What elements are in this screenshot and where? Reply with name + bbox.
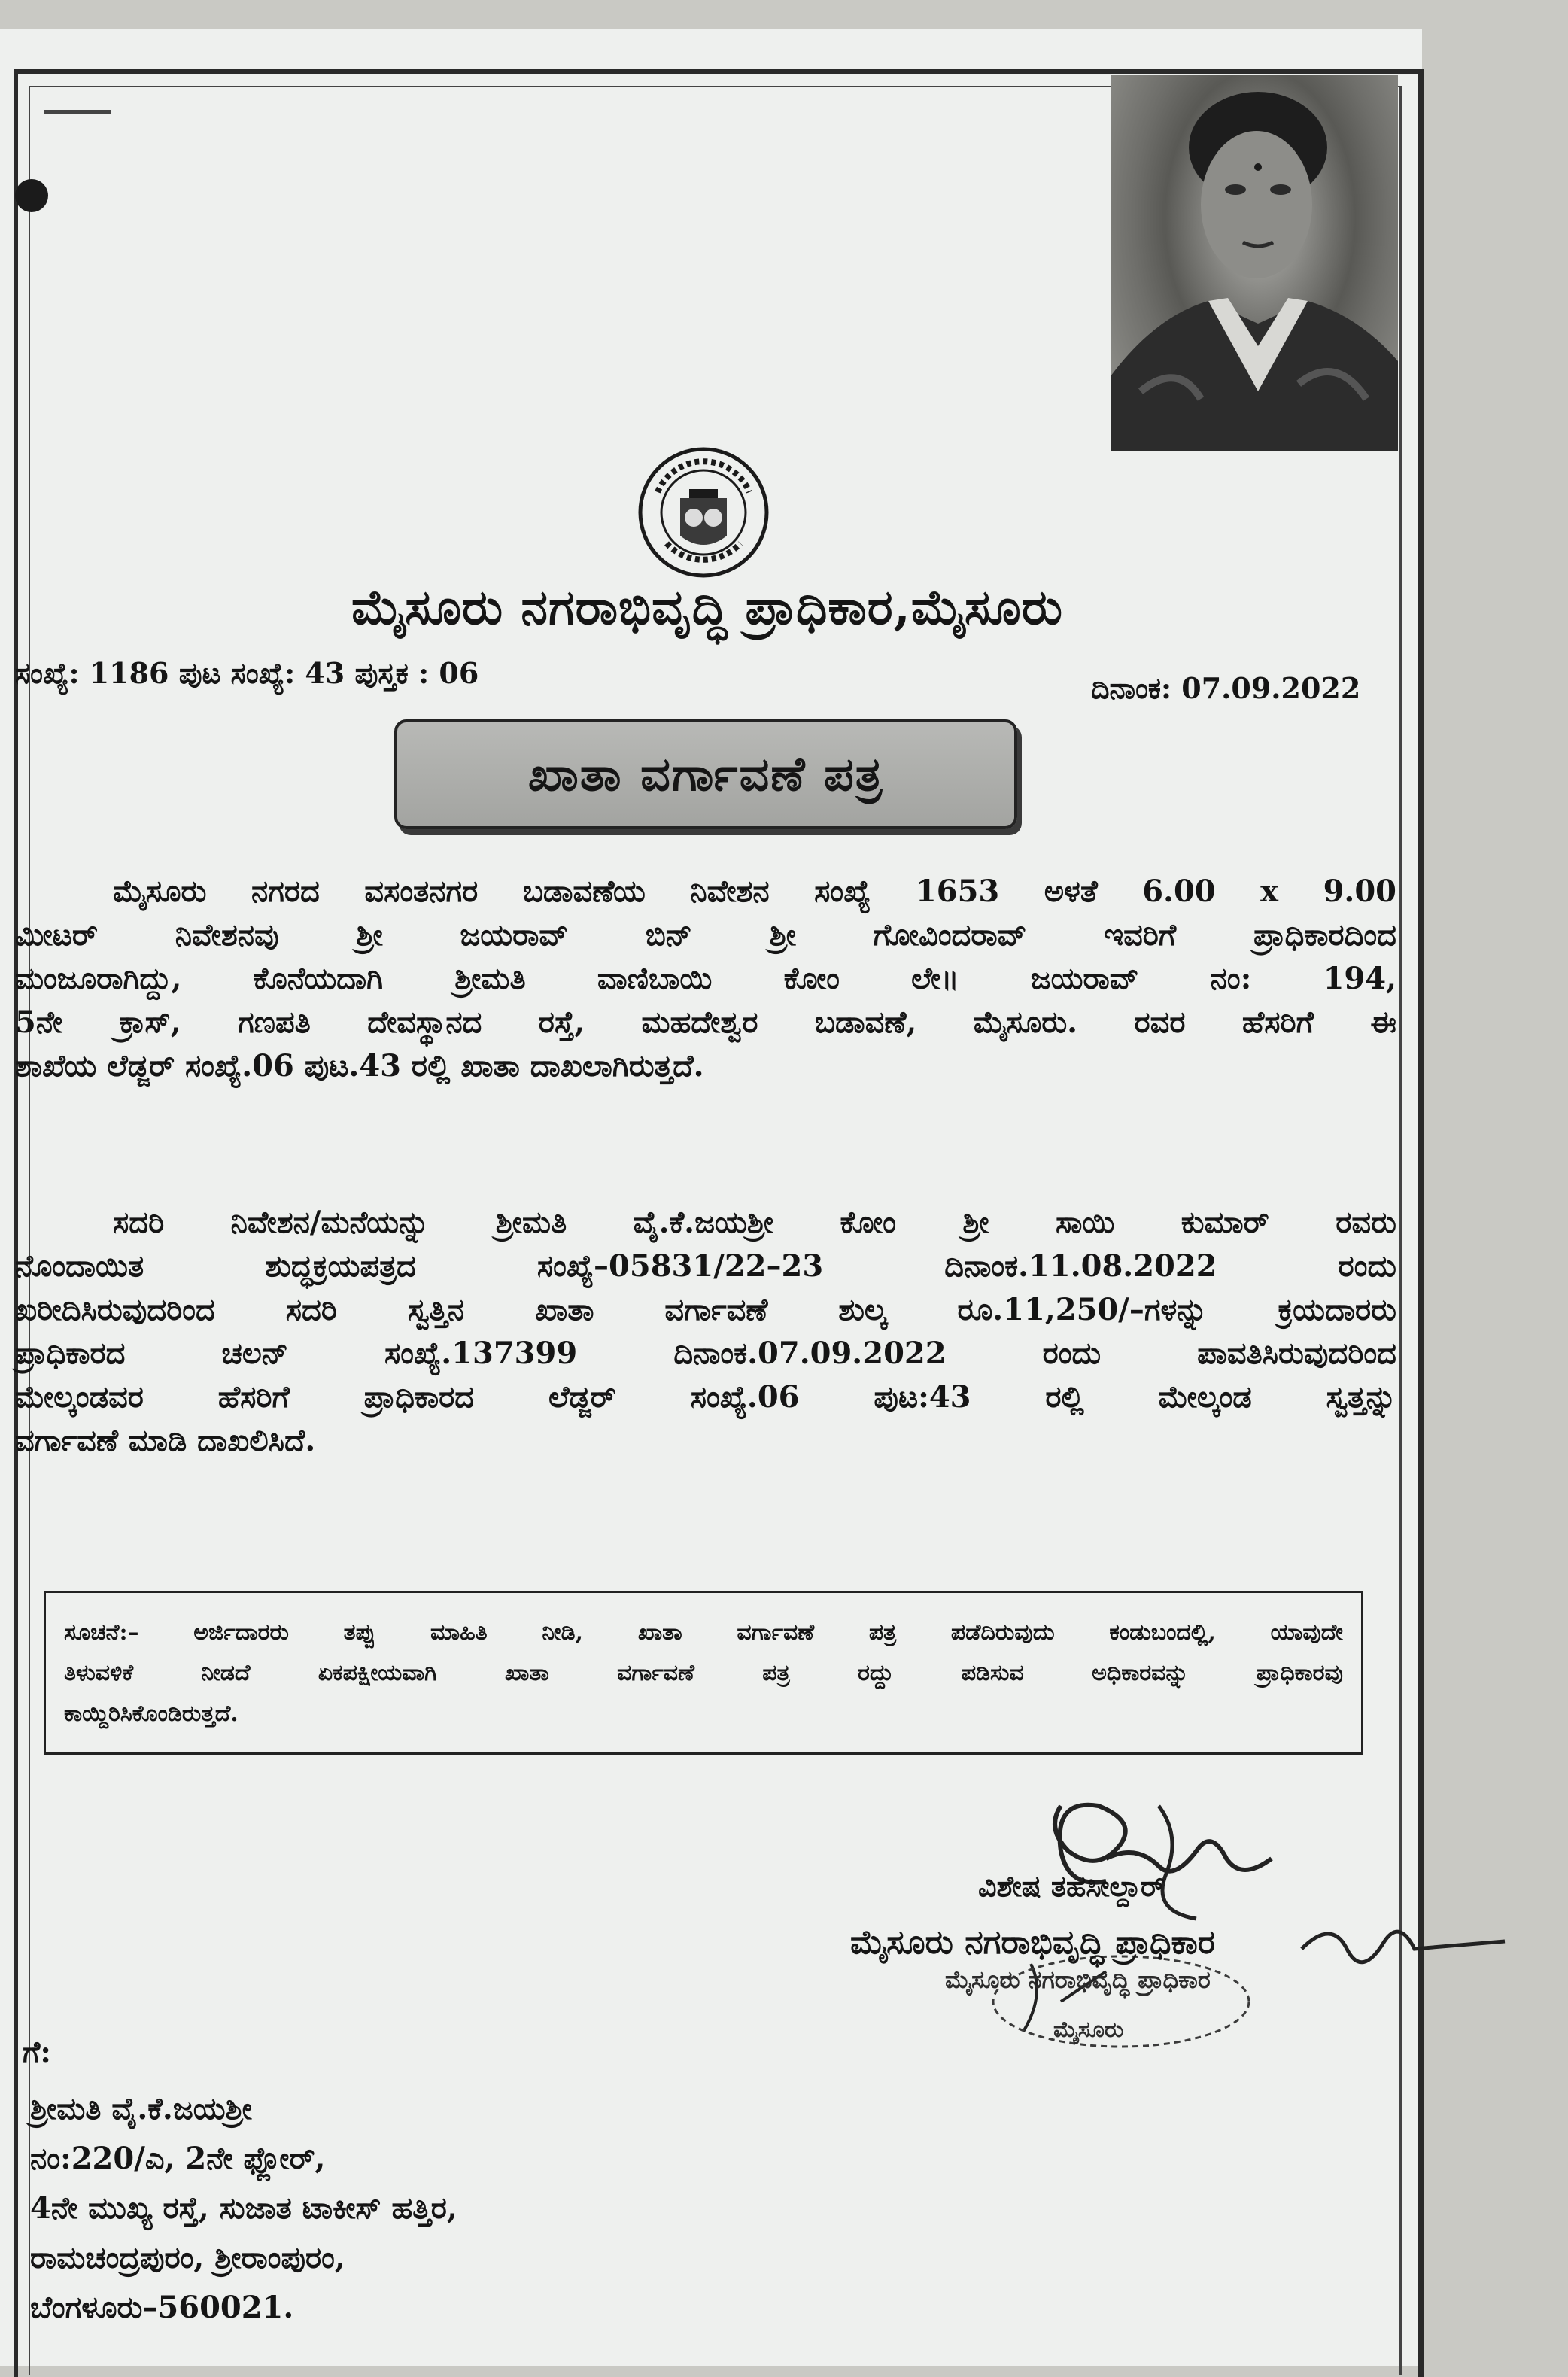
- office-stamp-city: ಮೈಸೂರು: [1053, 2017, 1124, 2043]
- paragraph-allotment-history: [15, 870, 1396, 1088]
- pen-mark: [44, 110, 111, 114]
- reference-number: ಸಂಖ್ಯೆ: 1186 ಪುಟ ಸಂಖ್ಯೆ: 43 ಪುಸ್ತಕ : 06: [15, 656, 479, 690]
- address-line: ನಂ:220/ಎ, 2ನೇ ಫ್ಲೋರ್,: [30, 2141, 326, 2176]
- paragraph-transfer-details: [15, 1201, 1396, 1463]
- paragraph-line: ನೊಂದಾಯಿತ ಶುದ್ಧಕ್ರಯಪತ್ರದ ಸಂಖ್ಯೆ–05831/22–23 ದಿನಾಂಕ.11.08.2022 ರಂದು: [15, 1248, 1396, 1284]
- paragraph-line: ಪ್ರಾಧಿಕಾರದ ಚಲನ್ ಸಂಖ್ಯೆ.137399 ದಿನಾಂಕ.07.09.2022 ರಂದು ಪಾವತಿಸಿರುವುದರಿಂದ: [15, 1336, 1396, 1371]
- paragraph-line: ವರ್ಗಾವಣೆ ಮಾಡಿ ದಾಖಲಿಸಿದೆ.: [15, 1423, 316, 1458]
- document-heading: ಖಾತಾ ವರ್ಗಾವಣೆ ಪತ್ರ: [527, 746, 884, 801]
- notice-line: ಕಾಯ್ದಿರಿಸಿಕೊಂಡಿರುತ್ತದೆ.: [64, 1701, 239, 1727]
- office-stamp-text: ಮೈಸೂರು ನಗರಾಭಿವೃದ್ಧಿ ಪ್ರಾಧಿಕಾರ: [945, 1965, 1211, 1994]
- paragraph-line: ಸದರಿ ನಿವೇಶನ/ಮನೆಯನ್ನು ಶ್ರೀಮತಿ ವೈ.ಕೆ.ಜಯಶ್ರೀ ಕೋಂ ಶ್ರೀ ಸಾಯಿ ಕುಮಾರ್ ರವರು: [113, 1205, 1396, 1240]
- paragraph-line: ಶಾಖೆಯ ಲೆಡ್ಜರ್ ಸಂಖ್ಯೆ.06 ಪುಟ.43 ರಲ್ಲಿ ಖಾತಾ ದಾಖಲಾಗಿರುತ್ತದೆ.: [15, 1048, 704, 1084]
- address-line: ಶ್ರೀಮತಿ ವೈ.ಕೆ.ಜಯಶ್ರೀ: [30, 2091, 252, 2126]
- issue-date: ದಿನಾಂಕ: 07.09.2022: [1091, 671, 1361, 705]
- notice-box: [44, 1591, 1363, 1755]
- paragraph-line: ಮೈಸೂರು ನಗರದ ವಸಂತನಗರ ಬಡಾವಣೆಯ ನಿವೇಶನ ಸಂಖ್ಯೆ 1653 ಅಳತೆ 6.00 x 9.00: [113, 874, 1396, 909]
- authority-title: ಮೈಸೂರು ನಗರಾಭಿವೃದ್ಧಿ ಪ್ರಾಧಿಕಾರ,ಮೈಸೂರು: [351, 579, 1063, 636]
- punch-hole: [15, 179, 48, 212]
- paragraph-line: ಮೇಲ್ಕಂಡವರ ಹೆಸರಿಗೆ ಪ್ರಾಧಿಕಾರದ ಲೆಡ್ಜರ್ ಸಂಖ್ಯೆ.06 ಪುಟ:43 ರಲ್ಲಿ ಮೇಲ್ಕಂಡ ಸ್ವತ್ತನ್ನು: [15, 1379, 1396, 1415]
- recipient-address: [30, 2084, 457, 2333]
- paragraph-line: ಖರೀದಿಸಿರುವುದರಿಂದ ಸದರಿ ಸ್ವತ್ತಿನ ಖಾತಾ ವರ್ಗಾವಣೆ ಶುಲ್ಕ ರೂ.11,250/–ಗಳನ್ನು ಕ್ರಯದಾರರು: [15, 1292, 1396, 1327]
- document-heading-box: [394, 719, 1017, 829]
- paragraph-line: ಮಂಜೂರಾಗಿದ್ದು, ಕೊನೆಯದಾಗಿ ಶ್ರೀಮತಿ ವಾಣಿಬಾಯಿ ಕೋಂ ಲೇ॥ ಜಯರಾವ್ ನಂ: 194,: [15, 961, 1396, 996]
- paragraph-line: 5ನೇ ಕ್ರಾಸ್, ಗಣಪತಿ ದೇವಸ್ಥಾನದ ರಸ್ತೆ, ಮಹದೇಶ್ವರ ಬಡಾವಣೆ, ಮೈಸೂರು. ರವರ ಹೆಸರಿಗೆ ಈ: [15, 1005, 1396, 1040]
- address-line: ಬೆಂಗಳೂರು–560021.: [30, 2290, 294, 2325]
- applicant-photo: [1111, 75, 1398, 451]
- paragraph-line: ಮೀಟರ್ ನಿವೇಶನವು ಶ್ರೀ ಜಯರಾವ್ ಬಿನ್ ಶ್ರೀ ಗೋವಿಂದರಾವ್ ಇವರಿಗೆ ಪ್ರಾಧಿಕಾರದಿಂದ: [15, 917, 1396, 953]
- address-line: 4ನೇ ಮುಖ್ಯ ರಸ್ತೆ, ಸುಜಾತ ಟಾಕೀಸ್ ಹತ್ತಿರ,: [30, 2190, 457, 2226]
- notice-line: ತಿಳುವಳಿಕೆ ನೀಡದೆ ಏಕಪಕ್ಷೀಯವಾಗಿ ಖಾತಾ ವರ್ಗಾವಣೆ ಪತ್ರ ರದ್ದು ಪಡಿಸುವ ಅಧಿಕಾರವನ್ನು ಪ್ರಾಧಿಕಾರವು: [64, 1660, 1343, 1686]
- address-line: ರಾಮಚಂದ್ರಪುರಂ, ಶ್ರೀರಾಂಪುರಂ,: [30, 2240, 345, 2275]
- signatory-office: ಮೈಸೂರು ನಗರಾಭಿವೃದ್ಧಿ ಪ್ರಾಧಿಕಾರ: [850, 1923, 1216, 1962]
- authority-emblem-seal: [637, 445, 770, 579]
- recipient-label: ಗೆ:: [23, 2035, 52, 2070]
- signatory-designation: ವಿಶೇಷ ತಹಸೀಲ್ದಾರ್: [978, 1869, 1165, 1903]
- handwritten-signature: [835, 1776, 1527, 2062]
- notice-line: ಸೂಚನೆ:– ಅರ್ಜಿದಾರರು ತಪ್ಪು ಮಾಹಿತಿ ನೀಡಿ, ಖಾತಾ ವರ್ಗಾವಣೆ ಪತ್ರ ಪಡೆದಿರುವುದು ಕಂಡುಬಂದಲ್ಲಿ, ಯಾವುದೇ: [64, 1619, 1343, 1646]
